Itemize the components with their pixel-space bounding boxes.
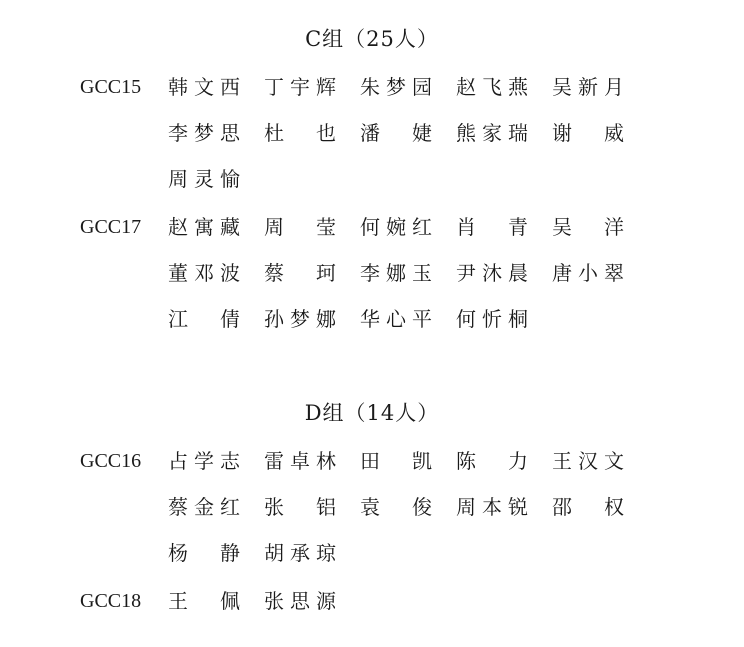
member-name: 赵 寓 藏	[168, 215, 240, 239]
member-name: 吴 洋	[552, 215, 624, 239]
member-name: 董 邓 波	[168, 261, 240, 285]
member-name: 唐 小 翠	[552, 261, 624, 285]
team-code: GCC18	[80, 590, 142, 612]
member-name: 丁 宇 辉	[264, 75, 336, 99]
member-name: 尹 沐 晨	[456, 261, 528, 285]
member-name: 占 学 志	[168, 449, 240, 473]
member-name: 胡 承 琼	[264, 541, 336, 565]
member-name: 张 思 源	[264, 589, 336, 613]
member-name: 周 本 锐	[456, 495, 528, 519]
team-code: GCC16	[80, 450, 142, 472]
member-name: 江 倩	[168, 307, 240, 331]
member-name: 陈 力	[456, 449, 528, 473]
group-title: C组（25人）	[305, 27, 439, 51]
member-name: 李 梦 思	[168, 121, 240, 145]
member-name: 周 灵 愉	[168, 167, 240, 191]
member-name: 王 佩	[168, 589, 240, 613]
member-name: 袁 俊	[360, 495, 432, 519]
member-name: 熊 家 瑞	[456, 121, 528, 145]
member-name: 杨 静	[168, 541, 240, 565]
member-name: 韩 文 西	[168, 75, 240, 99]
member-name: 李 娜 玉	[360, 261, 432, 285]
member-name: 朱 梦 园	[360, 75, 432, 99]
member-name: 田 凯	[360, 449, 432, 473]
member-name: 蔡 金 红	[168, 495, 240, 519]
member-name: 何 忻 桐	[456, 307, 528, 331]
member-name: 蔡 珂	[264, 261, 336, 285]
member-name: 王 汉 文	[552, 449, 624, 473]
member-name: 邵 权	[552, 495, 624, 519]
member-name: 周 莹	[264, 215, 336, 239]
member-name: 吴 新 月	[552, 75, 624, 99]
member-name: 赵 飞 燕	[456, 75, 528, 99]
member-name: 孙 梦 娜	[264, 307, 336, 331]
team-code: GCC15	[80, 76, 142, 98]
member-name: 华 心 平	[360, 307, 432, 331]
member-name: 张 铝	[264, 495, 336, 519]
member-name: 雷 卓 林	[264, 449, 336, 473]
group-title: D组（14人）	[304, 401, 440, 425]
member-name: 谢 威	[552, 121, 624, 145]
member-name: 潘 婕	[360, 121, 432, 145]
member-name: 何 婉 红	[360, 215, 432, 239]
team-code: GCC17	[80, 216, 142, 238]
member-name: 肖 青	[456, 215, 528, 239]
member-name: 杜 也	[264, 121, 336, 145]
